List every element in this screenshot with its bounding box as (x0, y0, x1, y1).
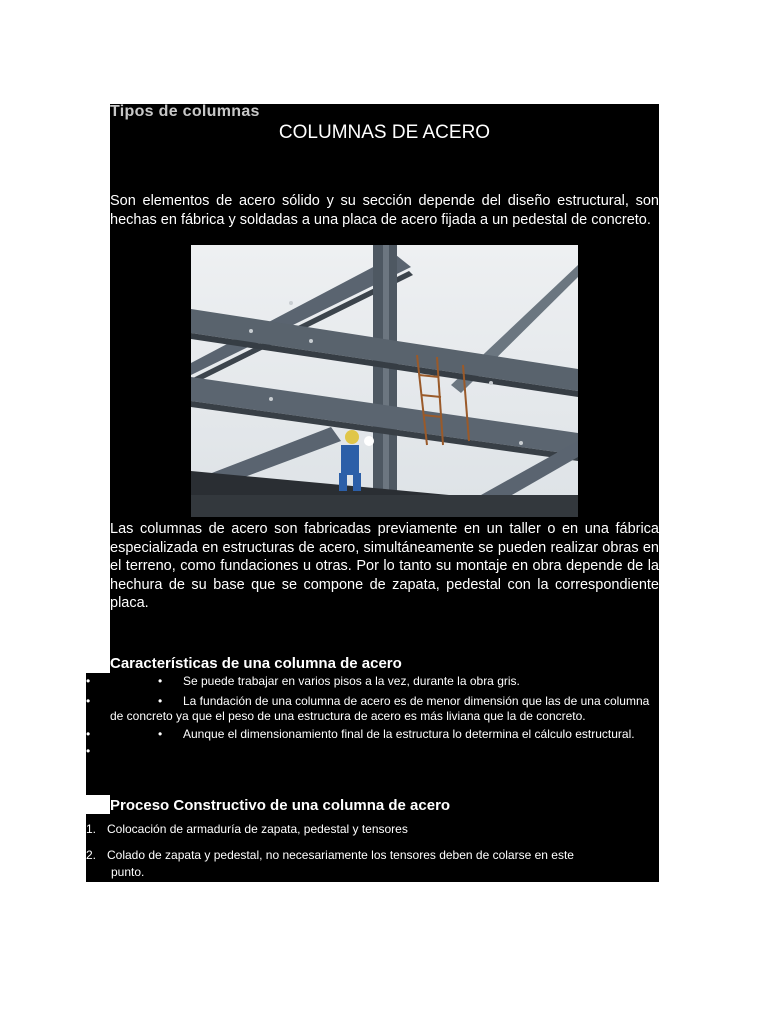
features-heading: Características de una columna de acero (110, 655, 402, 672)
step-number: 1. (86, 822, 97, 836)
bullet-icon: • (86, 726, 91, 741)
bullet-icon: • (86, 674, 91, 688)
step-number: 2. (86, 848, 97, 862)
features-list (86, 674, 659, 760)
intro-paragraph: Son elementos de acero sólido y su sección depende del diseño estructural, son hechas en fábrica y soldadas a una placa de acero fijada a un pedestal de concreto. (110, 193, 659, 228)
bullet-icon: • (86, 744, 91, 758)
step-text-continued: punto. (111, 865, 145, 879)
bullet-text: Se puede trabajar en varios pisos a la vez, durante la obra gris. (183, 674, 520, 688)
list-item (86, 727, 659, 743)
list-item-empty (86, 744, 659, 760)
steel-structure-photo (191, 245, 578, 517)
body-paragraph: Las columnas de acero son fabricadas previamente en un taller o en una fábrica especializada en estructuras de acero, simultáneamente se pueden realizar obras en el terreno, como fundaciones u otras. Por lo tanto su montaje en obra depende de la hechura de su base que se compone de zapata, pedestal con la correspondiente placa. (110, 521, 659, 611)
list-item (86, 694, 659, 725)
bullet-icon: • (158, 726, 163, 741)
bullet-text: Aunque el dimensionamiento final de la estructura lo determina el cálculo estructural. (183, 726, 635, 741)
process-heading: Proceso Constructivo de una columna de acero (110, 797, 451, 814)
bullet-icon: • (158, 674, 163, 688)
list-item (86, 674, 659, 690)
step-text: Colocación de armaduría de zapata, pedestal y tensores (107, 822, 408, 836)
page-title: COLUMNAS DE ACERO (278, 122, 491, 143)
bullet-icon: • (158, 693, 163, 708)
list-item (86, 847, 659, 881)
white-notch (86, 795, 110, 814)
list-item (86, 821, 659, 838)
process-steps-list (86, 821, 659, 881)
section-small-heading: Tipos de columnas (110, 103, 260, 120)
bullet-text: La fundación de una columna de acero es de menor dimensión que las de una columna de concreto ya que el peso de una estructura de acero es más liviana que la de concreto. (110, 693, 650, 723)
bullet-icon: • (86, 693, 91, 708)
step-text: Colado de zapata y pedestal, no necesariamente los tensores deben de colarse en este (107, 848, 574, 862)
